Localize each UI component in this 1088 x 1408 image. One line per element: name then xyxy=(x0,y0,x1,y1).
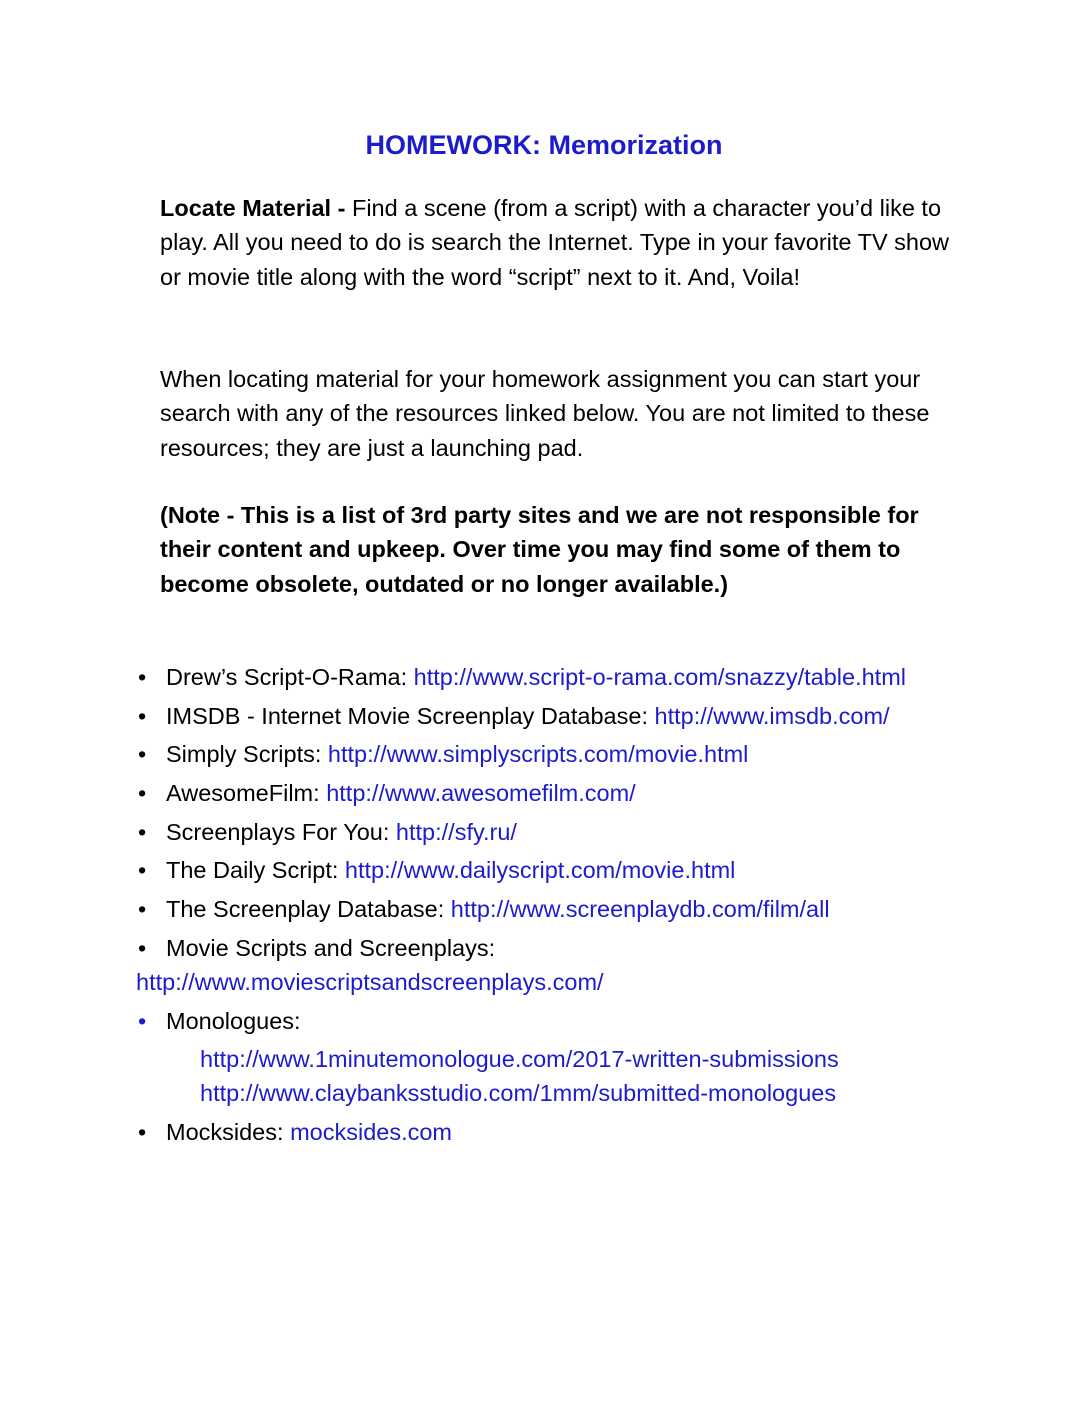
locate-material-body: Find a scene (from a script) with a character you’d like to play. All you need to do is search the Internet. Type in your favorite TV show or movie title along with the word “script” next to it. And, Voila! xyxy=(160,195,950,290)
monologues-label: Monologues: xyxy=(166,1007,301,1034)
bullet-icon: • xyxy=(138,896,147,923)
bullet-icon: • xyxy=(138,702,147,729)
list-item xyxy=(0,737,1088,771)
list-item xyxy=(0,776,1088,810)
list-item xyxy=(0,815,1088,849)
resource-label: AwesomeFilm: xyxy=(166,780,327,807)
bullet-icon: • xyxy=(138,1007,147,1034)
list-item xyxy=(0,853,1088,887)
resource-link[interactable]: http://www.imsdb.com/ xyxy=(654,702,890,729)
resource-label: Screenplays For You: xyxy=(166,818,396,845)
list-item xyxy=(0,660,1088,694)
monologue-link[interactable]: http://www.1minutemonologue.com/2017-written-submissions xyxy=(200,1046,839,1073)
resource-link[interactable]: http://www.moviescriptsandscreenplays.com/ xyxy=(136,968,604,995)
bullet-icon: • xyxy=(138,741,147,768)
resource-link[interactable]: http://www.simplyscripts.com/movie.html xyxy=(327,741,749,768)
locate-material-paragraph xyxy=(160,191,950,294)
disclaimer-note: (Note - This is a list of 3rd party sites and we are not responsible for their content and upkeep. Over time you may find some of them to become obsolete, outdated or no longer available.) xyxy=(160,502,919,597)
monologue-link-row xyxy=(200,1042,1088,1076)
resource-label: The Screenplay Database: xyxy=(166,896,451,923)
bullet-icon: • xyxy=(138,780,147,807)
list-item xyxy=(0,699,1088,733)
resource-link-wrapper xyxy=(136,965,1088,999)
resource-link[interactable]: http://www.awesomefilm.com/ xyxy=(326,780,636,807)
list-item xyxy=(0,1115,1088,1149)
resource-label: IMSDB - Internet Movie Screenplay Database: xyxy=(166,702,655,729)
page-title: HOMEWORK: Memorization xyxy=(365,130,723,160)
resource-link[interactable]: http://www.screenplaydb.com/film/all xyxy=(450,896,830,923)
locate-material-heading: Locate Material - xyxy=(160,195,346,221)
resource-label: Mocksides: xyxy=(166,1118,291,1145)
list-item xyxy=(0,931,1088,999)
bullet-icon: • xyxy=(138,934,147,961)
resource-label: The Daily Script: xyxy=(166,857,345,884)
resources-intro-paragraph: When locating material for your homework assignment you can start your search with any of the resources linked below. You are not limited to these resources; they are just a launching pad. xyxy=(160,366,930,461)
list-item xyxy=(0,892,1088,926)
resource-label: Movie Scripts and Screenplays: xyxy=(166,934,496,961)
resource-label: Drew’s Script-O-Rama: xyxy=(166,664,414,690)
bullet-icon: • xyxy=(138,857,147,884)
monologue-link[interactable]: http://www.claybanksstudio.com/1mm/submitted-monologues xyxy=(200,1080,837,1107)
resource-list xyxy=(0,660,1088,1154)
monologue-link-row xyxy=(200,1076,1088,1110)
resource-link[interactable]: http://www.dailyscript.com/movie.html xyxy=(344,857,736,884)
bullet-icon: • xyxy=(138,818,147,845)
resource-link[interactable]: http://sfy.ru/ xyxy=(395,818,517,845)
resource-link[interactable]: mocksides.com xyxy=(290,1118,453,1145)
bullet-icon: • xyxy=(138,664,147,690)
resource-link[interactable]: http://www.script-o-rama.com/snazzy/table.html xyxy=(413,664,907,690)
bullet-icon: • xyxy=(138,1118,147,1145)
resource-label: Simply Scripts: xyxy=(166,741,328,768)
list-item-monologues xyxy=(0,1004,1088,1111)
